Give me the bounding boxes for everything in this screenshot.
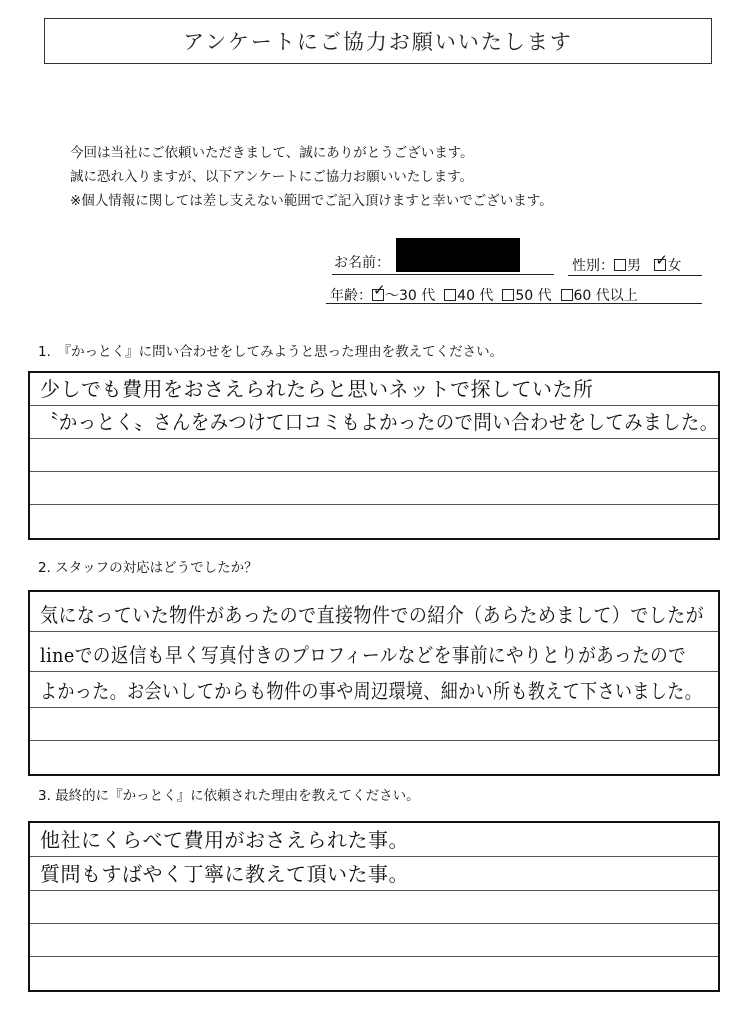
age-50-checkbox[interactable] bbox=[502, 289, 514, 301]
answer-box-2 bbox=[28, 590, 720, 776]
male-label: 男 bbox=[627, 258, 641, 274]
question-3: 3. 最終的に『かっとく』に依頼された理由を教えてください。 bbox=[38, 788, 420, 804]
age-30-checkmark: ✓ bbox=[373, 281, 386, 299]
age-field bbox=[330, 281, 638, 305]
answer-1-row bbox=[30, 406, 718, 439]
answer-2-row bbox=[30, 708, 718, 741]
answer-3-row bbox=[30, 891, 718, 924]
answer-1-row bbox=[30, 373, 718, 406]
age-60-label: 60 代以上 bbox=[573, 288, 638, 304]
answer-2-row bbox=[30, 672, 718, 708]
answer-3-row bbox=[30, 924, 718, 957]
answer-box-3 bbox=[28, 821, 720, 992]
answer-1-line-1: 少しでも費用をおさえられたらと思いネットで探していた所 bbox=[40, 377, 594, 401]
answer-box-1 bbox=[28, 371, 720, 540]
answer-1-row bbox=[30, 472, 718, 505]
answer-3-line-1: 他社にくらべて費用がおさえられた事。 bbox=[40, 828, 409, 852]
answer-3-line-2: 質問もすばやく丁寧に教えて頂いた事。 bbox=[40, 862, 409, 886]
answer-3-row bbox=[30, 957, 718, 990]
answer-2-line-1: 気になっていた物件があったので直接物件での紹介（あらためまして）でしたが bbox=[40, 603, 705, 627]
answer-2-row bbox=[30, 592, 718, 632]
answer-1-row bbox=[30, 439, 718, 472]
answer-2-line-2: lineでの返信も早く写真付きのプロフィールなどを事前にやりとりがあったので bbox=[40, 643, 687, 667]
answer-3-row bbox=[30, 823, 718, 857]
age-label: 年齢： bbox=[330, 288, 372, 304]
age-50-label: 50 代 bbox=[515, 288, 552, 304]
intro-line-1: 今回は当社にご依頼いただきまして、誠にありがとうございます。 bbox=[70, 145, 474, 161]
age-30-checkbox[interactable] bbox=[372, 281, 386, 301]
age-60-checkbox[interactable] bbox=[561, 289, 573, 301]
answer-1-row bbox=[30, 505, 718, 538]
intro-line-2: 誠に恐れ入りますが、以下アンケートにご協力お願いいたします。 bbox=[70, 169, 474, 185]
age-underline bbox=[326, 303, 702, 304]
question-1: 1. 『かっとく』に問い合わせをしてみようと思った理由を教えてください。 bbox=[38, 344, 504, 360]
female-label: 女 bbox=[667, 258, 682, 274]
answer-2-row bbox=[30, 741, 718, 774]
name-underline bbox=[332, 274, 554, 275]
age-40-checkbox[interactable] bbox=[444, 289, 456, 301]
gender-field bbox=[572, 251, 682, 275]
intro-text bbox=[70, 141, 553, 213]
answer-3-row bbox=[30, 857, 718, 891]
answer-2-row bbox=[30, 632, 718, 672]
male-checkbox[interactable] bbox=[614, 259, 626, 271]
name-label: お名前： bbox=[334, 255, 390, 271]
survey-title: アンケートにご協力お願いいたします bbox=[44, 18, 712, 64]
answer-2-line-3: よかった。お会いしてからも物件の事や周辺環境、細かい所も教えて下さいました。 bbox=[40, 679, 703, 703]
age-40-label: 40 代 bbox=[457, 288, 494, 304]
female-checkmark: ✓ bbox=[655, 251, 668, 269]
answer-1-line-2: 〝かっとく〟さんをみつけて口コミもよかったので問い合わせをしてみました。 bbox=[40, 410, 719, 434]
question-2: 2. スタッフの対応はどうでしたか？ bbox=[38, 560, 258, 576]
age-30-label: 〜30 代 bbox=[385, 288, 436, 304]
intro-line-3: ※個人情報に関しては差し支えない範囲でご記入頂けますと幸いでございます。 bbox=[70, 193, 553, 209]
redacted-name bbox=[396, 238, 520, 272]
gender-label: 性別： bbox=[572, 258, 614, 274]
female-checkbox[interactable] bbox=[654, 251, 668, 271]
gender-underline bbox=[568, 275, 702, 276]
